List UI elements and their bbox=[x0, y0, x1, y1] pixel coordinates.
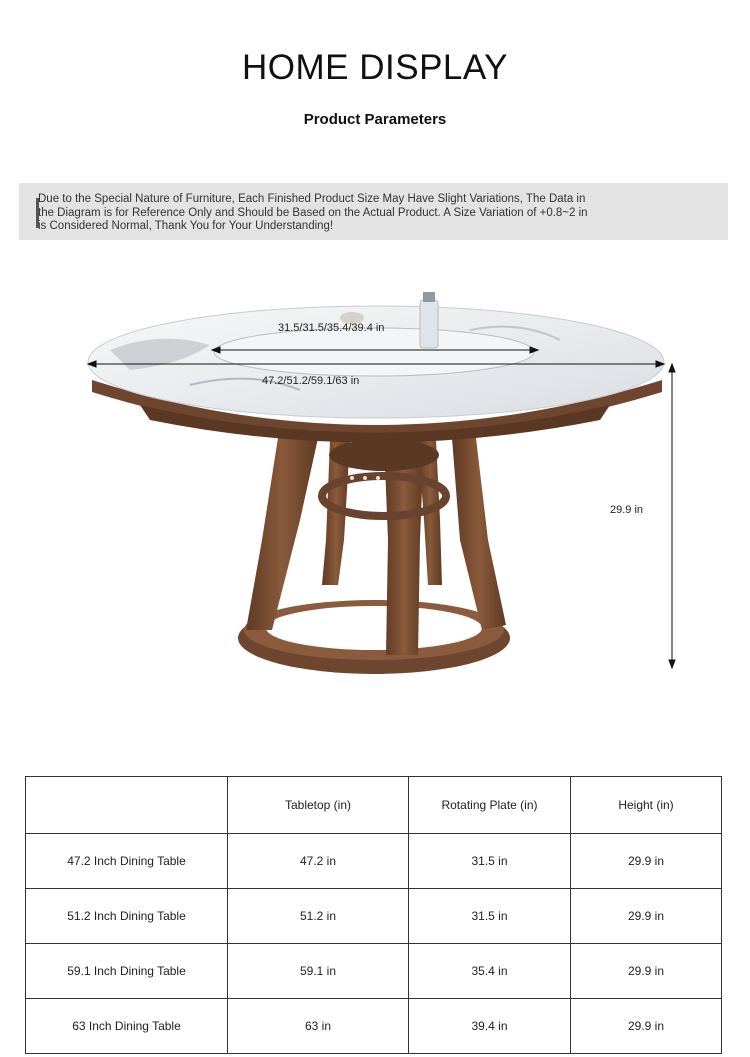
row-rotating-plate: 35.4 in bbox=[409, 944, 571, 999]
rotating-plate-dimension: 31.5/31.5/35.4/39.4 in bbox=[278, 322, 385, 334]
header-rotating-plate: Rotating Plate (in) bbox=[409, 777, 571, 834]
row-height: 29.9 in bbox=[571, 889, 722, 944]
page-title: HOME DISPLAY bbox=[242, 48, 508, 87]
row-model: 47.2 Inch Dining Table bbox=[26, 834, 228, 889]
height-dimension: 29.9 in bbox=[610, 504, 644, 516]
table-header-row bbox=[26, 777, 722, 834]
table-row bbox=[26, 944, 722, 999]
row-rotating-plate: 31.5 in bbox=[409, 834, 571, 889]
row-height: 29.9 in bbox=[571, 944, 722, 999]
size-table bbox=[25, 776, 722, 1054]
header-height: Height (in) bbox=[571, 777, 722, 834]
header-tabletop: Tabletop (in) bbox=[228, 777, 409, 834]
notice-text: Due to the Special Nature of Furniture, Each Finished Product Size May Have Slight Variations, The Data in the Diagram is for Reference Only and Should be Based on the Actual Product. A Size Variation of +0.8~2 in is Considered Normal, Thank You for Your Understanding! bbox=[38, 193, 588, 232]
row-height: 29.9 in bbox=[571, 999, 722, 1054]
table-row bbox=[26, 999, 722, 1054]
row-tabletop: 59.1 in bbox=[228, 944, 409, 999]
row-rotating-plate: 39.4 in bbox=[409, 999, 571, 1054]
rotating-plate bbox=[214, 328, 534, 376]
table-row bbox=[26, 834, 722, 889]
section-subtitle: Product Parameters bbox=[303, 111, 447, 128]
row-tabletop: 63 in bbox=[228, 999, 409, 1054]
row-model: 59.1 Inch Dining Table bbox=[26, 944, 228, 999]
header-cell-empty bbox=[26, 777, 228, 834]
table-row bbox=[26, 889, 722, 944]
height-arrow bbox=[669, 364, 675, 668]
row-tabletop: 51.2 in bbox=[228, 889, 409, 944]
table-illustration bbox=[0, 250, 750, 710]
row-rotating-plate: 31.5 in bbox=[409, 889, 571, 944]
table-base bbox=[238, 600, 510, 674]
tabletop-dimension: 47.2/51.2/59.1/63 in bbox=[262, 375, 360, 387]
row-model: 63 Inch Dining Table bbox=[26, 999, 228, 1054]
row-tabletop: 47.2 in bbox=[228, 834, 409, 889]
row-height: 29.9 in bbox=[571, 834, 722, 889]
row-model: 51.2 Inch Dining Table bbox=[26, 889, 228, 944]
